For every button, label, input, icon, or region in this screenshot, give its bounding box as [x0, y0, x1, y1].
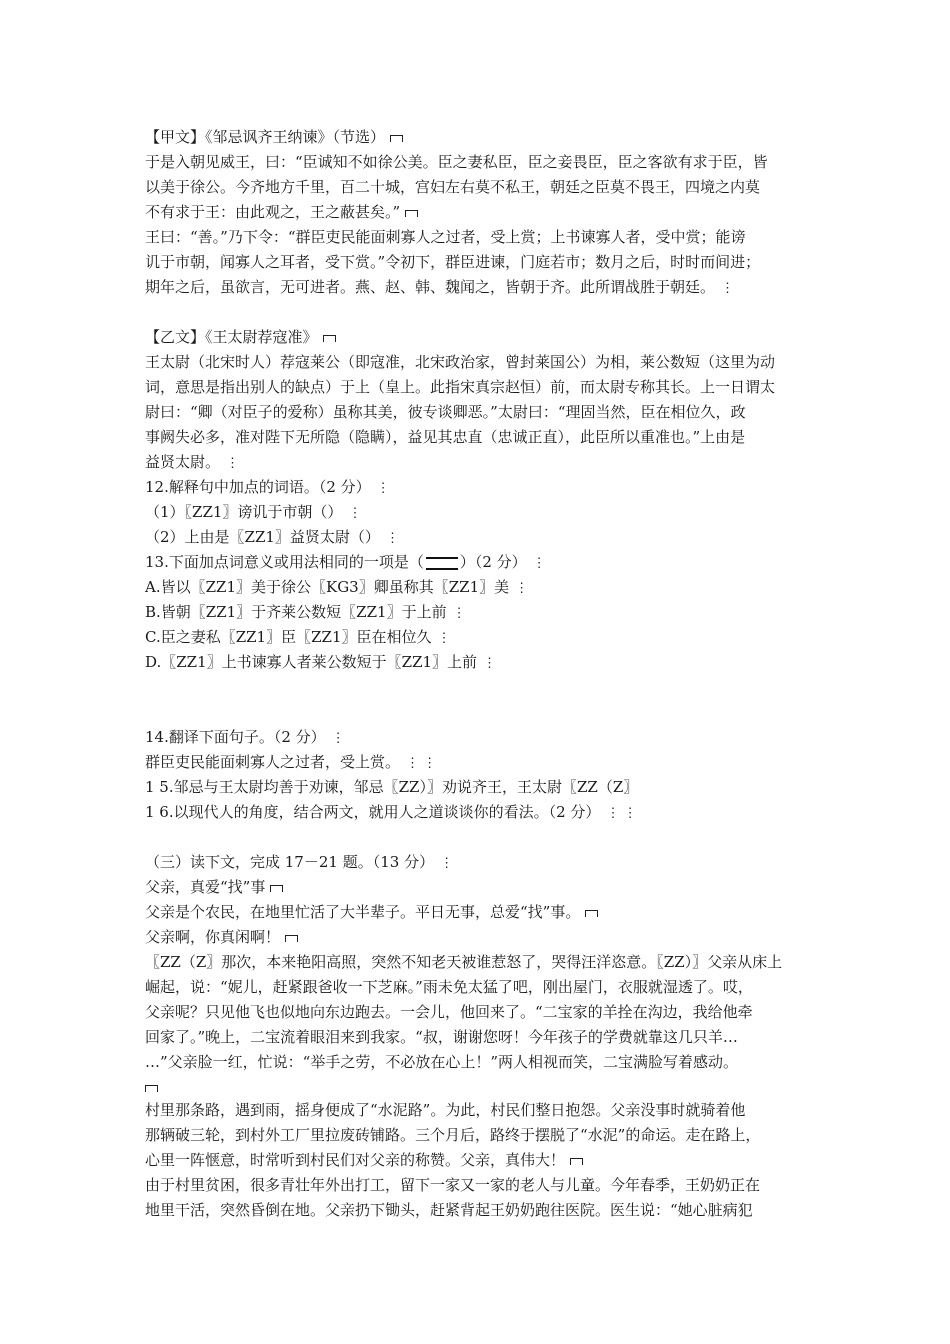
- text-line: 父亲呢？只见他飞也似地向东边跑去。一会儿，他回来了。“二宝家的羊拴在沟边，我给他牵: [145, 1003, 753, 1021]
- text-line: 期年之后，虽欲言，无可进者。燕、赵、韩、魏闻之，皆朝于齐。此所谓战胜于朝廷。 ⋮: [145, 277, 734, 299]
- text-line: 益贤太尉。 ⋮: [145, 452, 239, 474]
- paragraph-mark-icon: [405, 210, 418, 217]
- paragraph-mark-icon: [145, 1085, 158, 1092]
- question-13: 13.下面加点词意义或用法相同的一项是（ ）（2 分） ⋮: [145, 552, 546, 574]
- dots-mark: ⋮: [532, 556, 546, 571]
- question-15: 1 5.邹忌与王太尉均善于劝谏，邹忌〖ZZ）〗劝说齐王，王太尉〖ZZ（Z〗: [145, 778, 639, 796]
- text-line: 回家了。”晚上，二宝流着眼泪来到我家。“叔，谢谢您呀！今年孩子的学费就靠这几只羊…: [145, 1028, 738, 1046]
- text-line: 心里一阵惬意，时常听到村民们对父亲的称赞。父亲，真伟大！: [145, 1150, 583, 1171]
- text-line: 事阙失必多，准对陛下无所隐（隐瞒），益见其忠直（忠诚正直），此臣所以重准也。”上由是: [145, 428, 746, 446]
- paragraph-mark-icon: [570, 1158, 583, 1165]
- paragraph-mark-icon: [285, 935, 298, 942]
- dots-mark: ⋮: [721, 281, 735, 296]
- question-12: 12.解释句中加点的词语。（2 分） ⋮: [145, 477, 390, 499]
- question-16: 1 6.以现代人的角度，结合两文，就用人之道谈谈你的看法。（2 分） ⋮ ⋮: [145, 802, 637, 824]
- text-line: 以美于徐公。今齐地方千里，百二十城，宫妇左右莫不私王，朝廷之臣莫不畏王，四境之内莫: [145, 178, 761, 196]
- dots-mark: ⋮: [452, 606, 466, 621]
- dots-mark: ⋮: [483, 656, 497, 671]
- dots-mark: ⋮: [376, 481, 390, 496]
- paragraph-mark-icon: [270, 885, 283, 892]
- answer-blank-icon: [426, 557, 458, 570]
- text-line: （2）上由是〖ZZ1〗益贤太尉（） ⋮: [145, 527, 399, 549]
- jiawen-title: 【甲文】《邹忌讽齐王纳谏》（节选）: [145, 128, 386, 146]
- text-line: 〖ZZ（Z〗那次，本来艳阳高照，突然不知老天被谁惹怒了，哭得汪洋恣意。〖ZZ）〗父亲从床上: [145, 953, 783, 971]
- text-line: 那辆破三轮，到村外工厂里拉废砖铺路。三个月后，路终于摆脱了“水泥”的命运。走在路上，: [145, 1126, 761, 1144]
- dots-mark: ⋮: [385, 531, 399, 546]
- text-line: [145, 327, 336, 348]
- dots-mark: ⋮: [348, 506, 362, 521]
- paragraph-mark-icon: [390, 135, 403, 142]
- text-line: 父亲啊，你真闲啊！: [145, 927, 298, 948]
- section-3-heading: （三）读下文，完成 17－21 题。（13 分） ⋮: [145, 852, 453, 874]
- text-line: 不有求于王：由此观之，王之蔽甚矣。”: [145, 202, 418, 223]
- dots-mark: ⋮: [331, 731, 345, 746]
- text-line: 于是入朝见威王，曰：“臣诚知不如徐公美。臣之妻私臣，臣之妾畏臣，臣之客欲有求于臣，皆: [145, 153, 768, 171]
- option-c: C.臣之妻私〖ZZ1〗臣〖ZZ1〗臣在相位久 ⋮: [145, 627, 451, 649]
- dots-mark: ⋮: [515, 581, 529, 596]
- text-line: 村里那条路，遇到雨，摇身便成了“水泥路”。为此，村民们整日抱怨。父亲没事时就骑着他: [145, 1101, 746, 1119]
- dots-mark: ⋮: [226, 456, 240, 471]
- dots-mark: ⋮ ⋮: [606, 806, 637, 821]
- text-line: …”父亲脸一红，忙说：“举手之劳，不必放在心上！”两人相视而笑，二宝满脸写着感动。: [145, 1053, 739, 1071]
- paragraph-mark-icon: [323, 335, 336, 342]
- dots-mark: ⋮: [440, 856, 454, 871]
- dots-mark: ⋮ ⋮: [406, 756, 437, 771]
- text-line: （1）〖ZZ1〗谤讥于市朝（） ⋮: [145, 502, 361, 524]
- text-line: 尉曰：“卿（对臣子的爱称）虽称其美，彼专谈卿恶。”太尉曰：“理固当然，臣在相位久，政: [145, 403, 746, 421]
- text-line: 王太尉（北宋时人）荐寇莱公（即寇准，北宋政治家，曾封莱国公）为相，莱公数短（这里为动: [145, 353, 776, 371]
- text-line: 由于村里贫困，很多青壮年外出打工，留下一家又一家的老人与儿童。今年春季，王奶奶正在: [145, 1176, 761, 1194]
- text-line: 词，意思是指出别人的缺点）于上（皇上。此指宋真宗赵恒）前，而太尉专称其长。上一日谓太: [145, 378, 776, 396]
- option-d: D.〖ZZ1〗上书谏寡人者莱公数短于〖ZZ1〗上前 ⋮: [145, 652, 496, 674]
- option-b: B.皆朝〖ZZ1〗于齐莱公数短〖ZZ1〗于上前 ⋮: [145, 602, 466, 624]
- text-line: 地里干活，突然昏倒在地。父亲扔下锄头，赶紧背起王奶奶跑往医院。医生说：“她心脏病犯: [145, 1201, 753, 1219]
- text-line: 王曰：“善。”乃下令：“群臣吏民能面刺寡人之过者，受上赏；上书谏寡人者，受中赏；能谤: [145, 228, 746, 246]
- paragraph-mark-icon: [585, 910, 598, 917]
- question-14: 14.翻译下面句子。（2 分） ⋮: [145, 727, 345, 749]
- text-line: [145, 127, 403, 148]
- text-line: [145, 1077, 158, 1098]
- text-line: 讥于市朝，闻寡人之耳者，受下赏。”令初下，群臣进谏，门庭若市；数月之后，时时而间进；: [145, 253, 761, 271]
- story-title: 父亲，真爱“找”事: [145, 877, 283, 898]
- text-line: 父亲是个农民，在地里忙活了大半辈子。平日无事，总爱“找”事。: [145, 902, 598, 923]
- yiwen-title: 【乙文】《王太尉荐寇准》: [145, 328, 318, 346]
- option-a: A.皆以〖ZZ1〗美于徐公〖KG3〗卿虽称其〖ZZ1〗美 ⋮: [145, 577, 528, 599]
- dots-mark: ⋮: [437, 631, 451, 646]
- text-line: 崛起，说：“妮儿，赶紧跟爸收一下芝麻。”雨未免太猛了吧，刚出屋门，衣服就湿透了。哎，: [145, 978, 753, 996]
- text-line: 群臣吏民能面刺寡人之过者，受上赏。 ⋮ ⋮: [145, 752, 436, 774]
